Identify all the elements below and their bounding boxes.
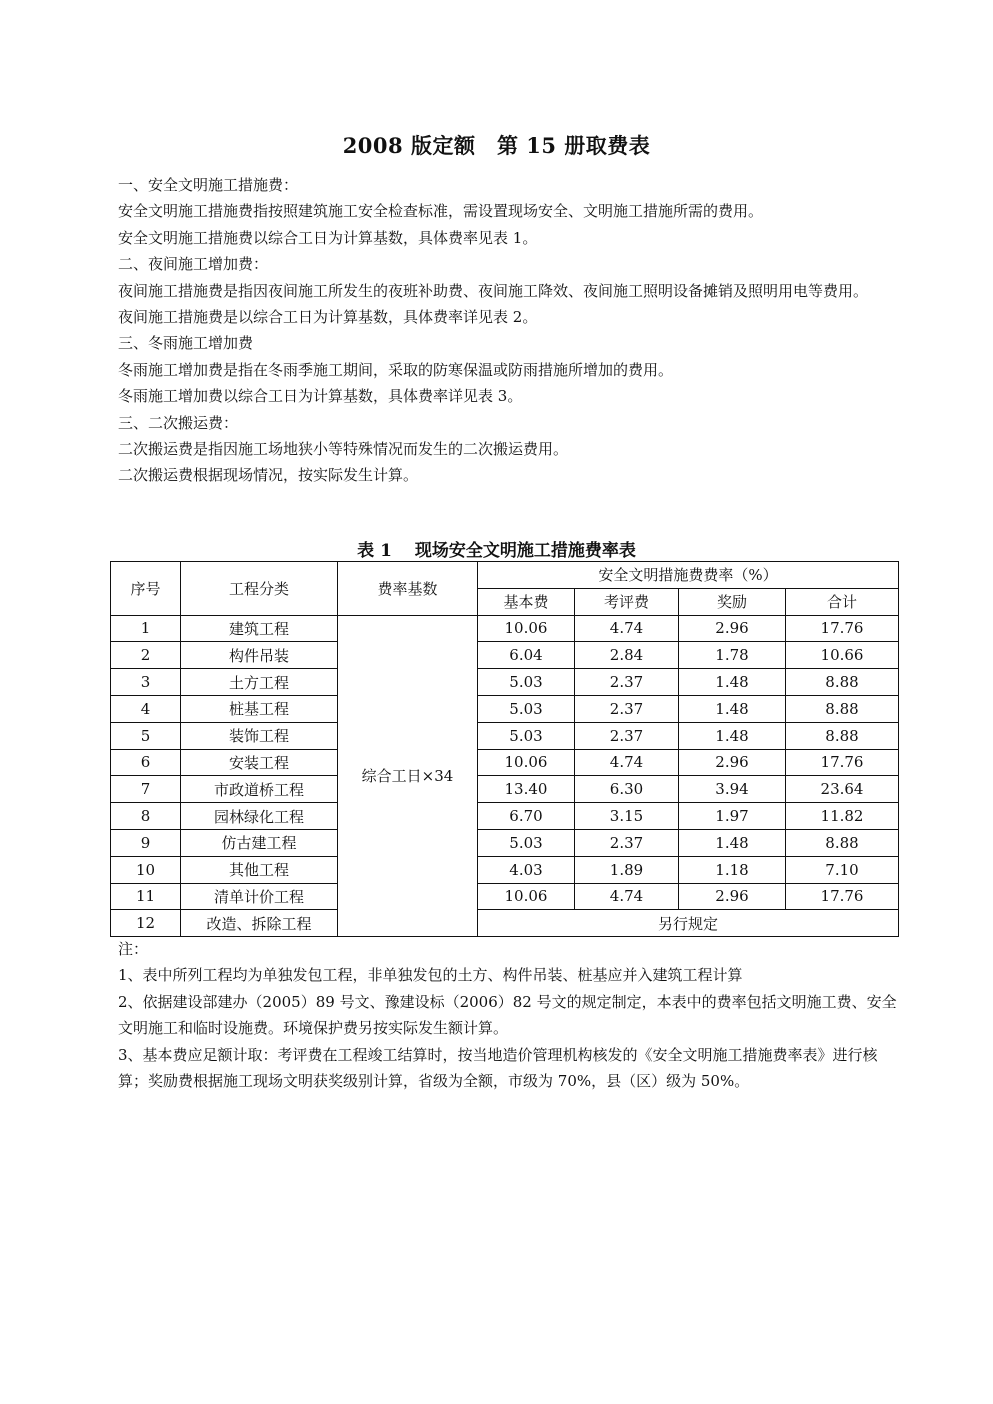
cell-category: 其他工程 (181, 856, 338, 883)
header-total: 合计 (786, 588, 899, 615)
table-row (111, 642, 899, 669)
intro-section (118, 172, 898, 489)
table-row (111, 829, 899, 856)
cell-total: 17.76 (786, 883, 899, 910)
cell-total: 8.88 (786, 669, 899, 696)
cell-seq: 3 (111, 669, 181, 696)
cell-category: 仿古建工程 (181, 829, 338, 856)
section-heading: 二、夜间施工增加费： (118, 255, 269, 274)
cell-total: 8.88 (786, 695, 899, 722)
paragraph: 夜间施工措施费是以综合工日为计算基数，具体费率详见表 2。 (118, 308, 538, 327)
cell-reward: 2.96 (679, 749, 786, 776)
paragraph: 冬雨施工增加费是指在冬雨季施工期间，采取的防寒保温或防雨措施所增加的费用。 (118, 360, 674, 379)
cell-seq: 1 (111, 615, 181, 642)
cell-eval: 3.15 (575, 803, 679, 830)
note-item: 3、基本费应足额计取：考评费在工程竣工结算时，按当地造价管理机构核发的《安全文明施工措施费率表》进行核算；奖励费根据施工现场文明获奖级别计算，省级为全额，市级为 70%，县（区）级为 50%。 (118, 1045, 878, 1091)
cell-reward: 1.48 (679, 829, 786, 856)
cell-total: 11.82 (786, 803, 899, 830)
cell-category: 园林绿化工程 (181, 803, 338, 830)
cell-total: 8.88 (786, 829, 899, 856)
cell-base: 综合工日×34 (338, 615, 478, 937)
cell-reward: 1.78 (679, 642, 786, 669)
cell-basic: 5.03 (478, 722, 575, 749)
table-row (111, 910, 899, 937)
header-seq: 序号 (111, 562, 181, 616)
cell-total: 7.10 (786, 856, 899, 883)
paragraph: 安全文明施工措施费以综合工日为计算基数，具体费率见表 1。 (118, 228, 538, 247)
cell-reward: 1.97 (679, 803, 786, 830)
cell-seq: 8 (111, 803, 181, 830)
table-row (111, 776, 899, 803)
cell-eval: 2.37 (575, 829, 679, 856)
note-item: 2、依据建设部建办（2005）89 号文、豫建设标（2006）82 号文的规定制定，本表中的费率包括文明施工费、安全文明施工和临时设施费。环境保护费另按实际发生额计算。 (118, 992, 897, 1038)
cell-eval: 1.89 (575, 856, 679, 883)
cell-category: 建筑工程 (181, 615, 338, 642)
cell-seq: 7 (111, 776, 181, 803)
cell-total: 10.66 (786, 642, 899, 669)
table-row (111, 615, 899, 642)
cell-total: 8.88 (786, 722, 899, 749)
cell-basic: 10.06 (478, 883, 575, 910)
table-row (111, 695, 899, 722)
cell-basic: 5.03 (478, 695, 575, 722)
cell-reward: 2.96 (679, 615, 786, 642)
notes-section (118, 936, 898, 1094)
paragraph: 安全文明施工措施费指按照建筑施工安全检查标准，需设置现场安全、文明施工措施所需的费用。 (118, 202, 764, 221)
cell-reward: 2.96 (679, 883, 786, 910)
cell-total: 17.76 (786, 615, 899, 642)
cell-basic: 6.04 (478, 642, 575, 669)
fee-rate-table (110, 561, 899, 937)
cell-eval: 2.37 (575, 695, 679, 722)
cell-basic: 13.40 (478, 776, 575, 803)
cell-category: 安装工程 (181, 749, 338, 776)
cell-basic: 10.06 (478, 749, 575, 776)
table-row (111, 883, 899, 910)
section-heading: 一、安全文明施工措施费： (118, 176, 299, 194)
cell-category: 桩基工程 (181, 695, 338, 722)
document-title: 2008 版定额 第 15 册取费表 (342, 133, 651, 158)
cell-reward: 1.48 (679, 722, 786, 749)
cell-eval: 2.37 (575, 722, 679, 749)
paragraph: 夜间施工措施费是指因夜间施工所发生的夜班补助费、夜间施工降效、夜间施工照明设备摊销及照明用电等费用。 (118, 281, 869, 300)
cell-total: 17.76 (786, 749, 899, 776)
header-rate-group: 安全文明措施费费率（%） (478, 562, 899, 589)
cell-seq: 12 (111, 910, 181, 937)
cell-eval: 4.74 (575, 749, 679, 776)
section-heading: 三、二次搬运费： (118, 413, 239, 432)
cell-eval: 6.30 (575, 776, 679, 803)
cell-total: 23.64 (786, 776, 899, 803)
cell-basic: 6.70 (478, 803, 575, 830)
cell-eval: 2.37 (575, 669, 679, 696)
cell-category: 市政道桥工程 (181, 776, 338, 803)
cell-basic: 5.03 (478, 669, 575, 696)
section-heading: 三、冬雨施工增加费 (118, 334, 254, 353)
cell-reward: 3.94 (679, 776, 786, 803)
cell-reward: 1.48 (679, 695, 786, 722)
cell-seq: 6 (111, 749, 181, 776)
cell-seq: 10 (111, 856, 181, 883)
notes-label: 注： (118, 940, 149, 958)
cell-category: 土方工程 (181, 669, 338, 696)
cell-category: 装饰工程 (181, 722, 338, 749)
cell-reward: 1.48 (679, 669, 786, 696)
cell-eval: 4.74 (575, 883, 679, 910)
table-row (111, 722, 899, 749)
table-row (111, 856, 899, 883)
table-row (111, 803, 899, 830)
header-basic: 基本费 (478, 588, 575, 615)
paragraph: 冬雨施工增加费以综合工日为计算基数，具体费率详见表 3。 (118, 387, 523, 406)
header-eval: 考评费 (575, 588, 679, 615)
cell-eval: 4.74 (575, 615, 679, 642)
paragraph: 二次搬运费根据现场情况，按实际发生计算。 (118, 466, 419, 485)
cell-reward: 1.18 (679, 856, 786, 883)
paragraph: 二次搬运费是指因施工场地狭小等特殊情况而发生的二次搬运费用。 (118, 440, 569, 459)
cell-category: 清单计价工程 (181, 883, 338, 910)
cell-basic: 5.03 (478, 829, 575, 856)
header-category: 工程分类 (181, 562, 338, 616)
cell-seq: 11 (111, 883, 181, 910)
cell-seq: 4 (111, 695, 181, 722)
cell-basic: 4.03 (478, 856, 575, 883)
table-row (111, 669, 899, 696)
table-caption: 表 1 现场安全文明施工措施费率表 (357, 541, 636, 561)
header-base: 费率基数 (338, 562, 478, 616)
cell-seq: 9 (111, 829, 181, 856)
cell-category: 改造、拆除工程 (181, 910, 338, 937)
header-reward: 奖励 (679, 588, 786, 615)
cell-basic: 10.06 (478, 615, 575, 642)
table-row (111, 749, 899, 776)
cell-eval: 2.84 (575, 642, 679, 669)
note-item: 1、表中所列工程均为单独发包工程，非单独发包的土方、构件吊装、桩基应并入建筑工程计算 (118, 966, 743, 985)
cell-seq: 2 (111, 642, 181, 669)
cell-seq: 5 (111, 722, 181, 749)
cell-note: 另行规定 (478, 910, 899, 937)
cell-category: 构件吊装 (181, 642, 338, 669)
